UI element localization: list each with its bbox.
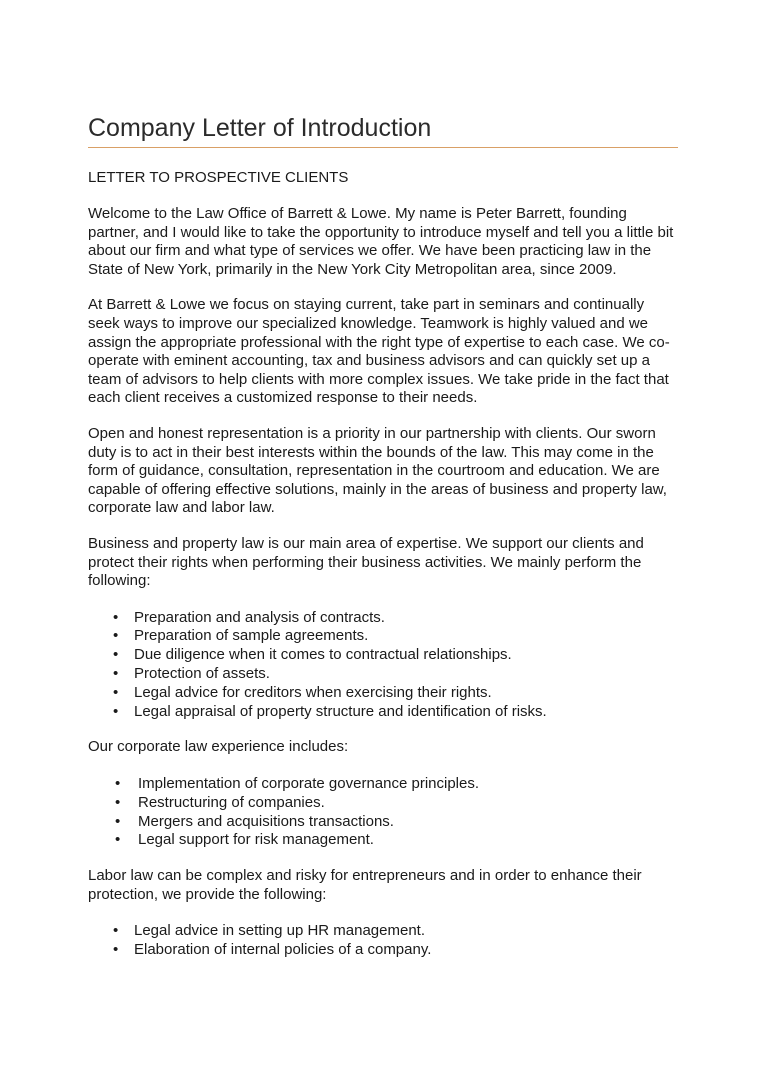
- list-item-text: Preparation and analysis of contracts.: [134, 608, 385, 626]
- list-item-text: Protection of assets.: [134, 665, 270, 683]
- list-item: [88, 684, 678, 703]
- list-item-text: Preparation of sample agreements.: [134, 627, 369, 645]
- labor-law-list: [88, 922, 678, 960]
- bullet-icon: •: [115, 831, 121, 849]
- list-item-text: Implementation of corporate governance principles.: [138, 775, 480, 793]
- bullet-icon: •: [113, 922, 119, 940]
- list-item-text: Legal advice for creditors when exercising their rights.: [134, 683, 492, 701]
- list-item-text: Mergers and acquisitions transactions.: [138, 812, 394, 830]
- bullet-icon: •: [113, 941, 119, 959]
- list-item: [88, 794, 678, 813]
- paragraph-welcome: Welcome to the Law Office of Barrett & Lowe. My name is Peter Barrett, founding partner, and I would like to take the opportunity to introduce myself and tell you a little bit about our firm and what type of services we offer. We have been practicing law in the State of New York, primarily in the New York City Metropolitan area, since 2009.: [88, 205, 674, 278]
- bullet-icon: •: [113, 608, 119, 626]
- bullet-icon: •: [113, 683, 119, 701]
- bullet-icon: •: [113, 627, 119, 645]
- list-item: [88, 703, 678, 722]
- list-item-text: Legal appraisal of property structure and identification of risks.: [134, 702, 547, 720]
- letter-page: [88, 112, 678, 960]
- list-item-text: Due diligence when it comes to contractual relationships.: [134, 646, 512, 664]
- bullet-icon: •: [115, 775, 121, 793]
- paragraph-business-law: Business and property law is our main area of expertise. We support our clients and protect their rights when performing their business activities. We mainly perform the following:: [88, 534, 644, 590]
- letter-subtitle: LETTER TO PROSPECTIVE CLIENTS: [88, 169, 349, 186]
- bullet-icon: •: [115, 793, 121, 811]
- paragraph-representation: Open and honest representation is a priority in our partnership with clients. Our sworn duty is to act in their best interests within the bounds of the law. This may come in the form of guidance, consultation, representation in the courtroom and education. We are capable of offering effective solutions, mainly in the areas of business and property law, corporate law and labor law.: [88, 424, 667, 517]
- business-law-list: [88, 609, 678, 722]
- list-item-text: Elaboration of internal policies of a company.: [134, 941, 432, 959]
- bullet-icon: •: [115, 812, 121, 830]
- list-item: [88, 941, 678, 960]
- list-item: [88, 627, 678, 646]
- bullet-icon: •: [113, 646, 119, 664]
- corporate-law-list: [88, 775, 678, 850]
- list-item: [88, 813, 678, 832]
- labor-law-intro: Labor law can be complex and risky for entrepreneurs and in order to enhance their protection, we provide the following:: [88, 867, 642, 903]
- list-item-text: Restructuring of companies.: [138, 793, 325, 811]
- bullet-icon: •: [113, 702, 119, 720]
- list-item-text: Legal support for risk management.: [138, 831, 374, 849]
- page-title: Company Letter of Introduction: [88, 112, 678, 148]
- list-item: [88, 646, 678, 665]
- bullet-icon: •: [113, 665, 119, 683]
- list-item: [88, 775, 678, 794]
- corporate-law-intro: Our corporate law experience includes:: [88, 738, 349, 756]
- list-item: [88, 609, 678, 628]
- paragraph-focus: At Barrett & Lowe we focus on staying current, take part in seminars and continually seek ways to improve our specialized knowledge. Teamwork is highly valued and we assign the appropriate professional with the right type of expertise to each case. We co-operate with eminent accounting, tax and business advisors and can quickly set up a team of advisors to help clients with more complex issues. We take pride in the fact that each client receives a customized response to their needs.: [88, 296, 670, 407]
- list-item-text: Legal advice in setting up HR management.: [134, 922, 426, 940]
- list-item: [88, 665, 678, 684]
- list-item: [88, 922, 678, 941]
- list-item: [88, 831, 678, 850]
